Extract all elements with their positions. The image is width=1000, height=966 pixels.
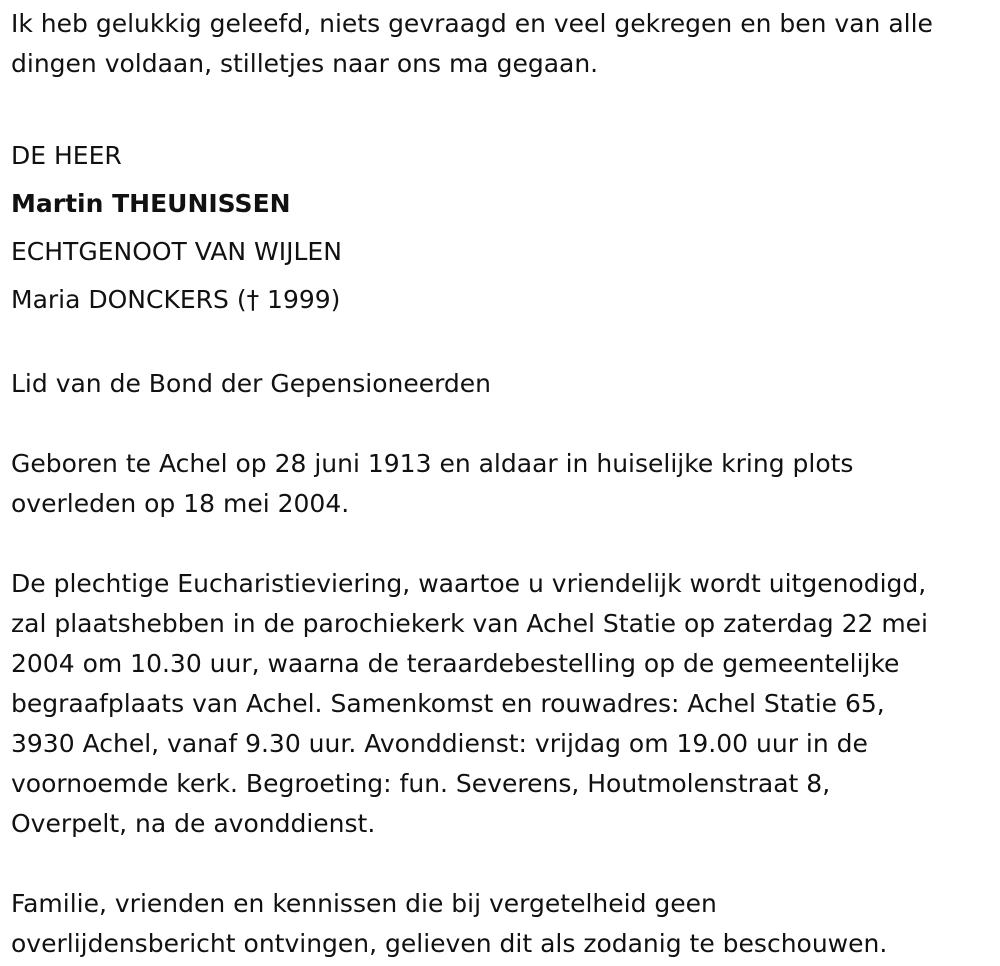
ceremony-line: 2004 om 10.30 uur, waarna de teraardebestelling op de gemeentelijke: [11, 649, 900, 678]
birth-death-line: Geboren te Achel op 28 juni 1913 en aldaar in huiselijke kring plots: [11, 449, 854, 478]
deceased-name: Martin THEUNISSEN: [11, 189, 291, 218]
honorific: DE HEER: [11, 141, 122, 170]
closing-line: overlijdensbericht ontvingen, gelieven dit als zodanig te beschouwen.: [11, 929, 888, 958]
closing-line: Familie, vrienden en kennissen die bij vergetelheid geen: [11, 889, 717, 918]
intro-quote: [11, 4, 995, 84]
intro-line: Ik heb gelukkig geleefd, niets gevraagd en veel gekregen en ben van alle: [11, 9, 933, 38]
spouse-name: Maria DONCKERS († 1999): [11, 285, 341, 314]
birth-death-line: overleden op 18 mei 2004.: [11, 489, 350, 518]
ceremony-line: voornoemde kerk. Begroeting: fun. Severens, Houtmolenstraat 8,: [11, 769, 831, 798]
birth-death-paragraph: [11, 444, 995, 524]
ceremony-line: Overpelt, na de avonddienst.: [11, 809, 376, 838]
membership-text: Lid van de Bond der Gepensioneerden: [11, 369, 492, 398]
closing-paragraph: [11, 884, 995, 964]
intro-line: dingen voldaan, stilletjes naar ons ma gegaan.: [11, 49, 599, 78]
obituary-notice: [11, 4, 995, 964]
deceased-block: [11, 132, 995, 324]
relation-text: ECHTGENOOT VAN WIJLEN: [11, 237, 342, 266]
ceremony-line: 3930 Achel, vanaf 9.30 uur. Avonddienst: vrijdag om 19.00 uur in de: [11, 729, 868, 758]
ceremony-paragraph: [11, 564, 995, 844]
ceremony-line: De plechtige Eucharistieviering, waartoe u vriendelijk wordt uitgenodigd,: [11, 569, 927, 598]
ceremony-line: zal plaatshebben in de parochiekerk van Achel Statie op zaterdag 22 mei: [11, 609, 929, 638]
ceremony-line: begraafplaats van Achel. Samenkomst en rouwadres: Achel Statie 65,: [11, 689, 885, 718]
